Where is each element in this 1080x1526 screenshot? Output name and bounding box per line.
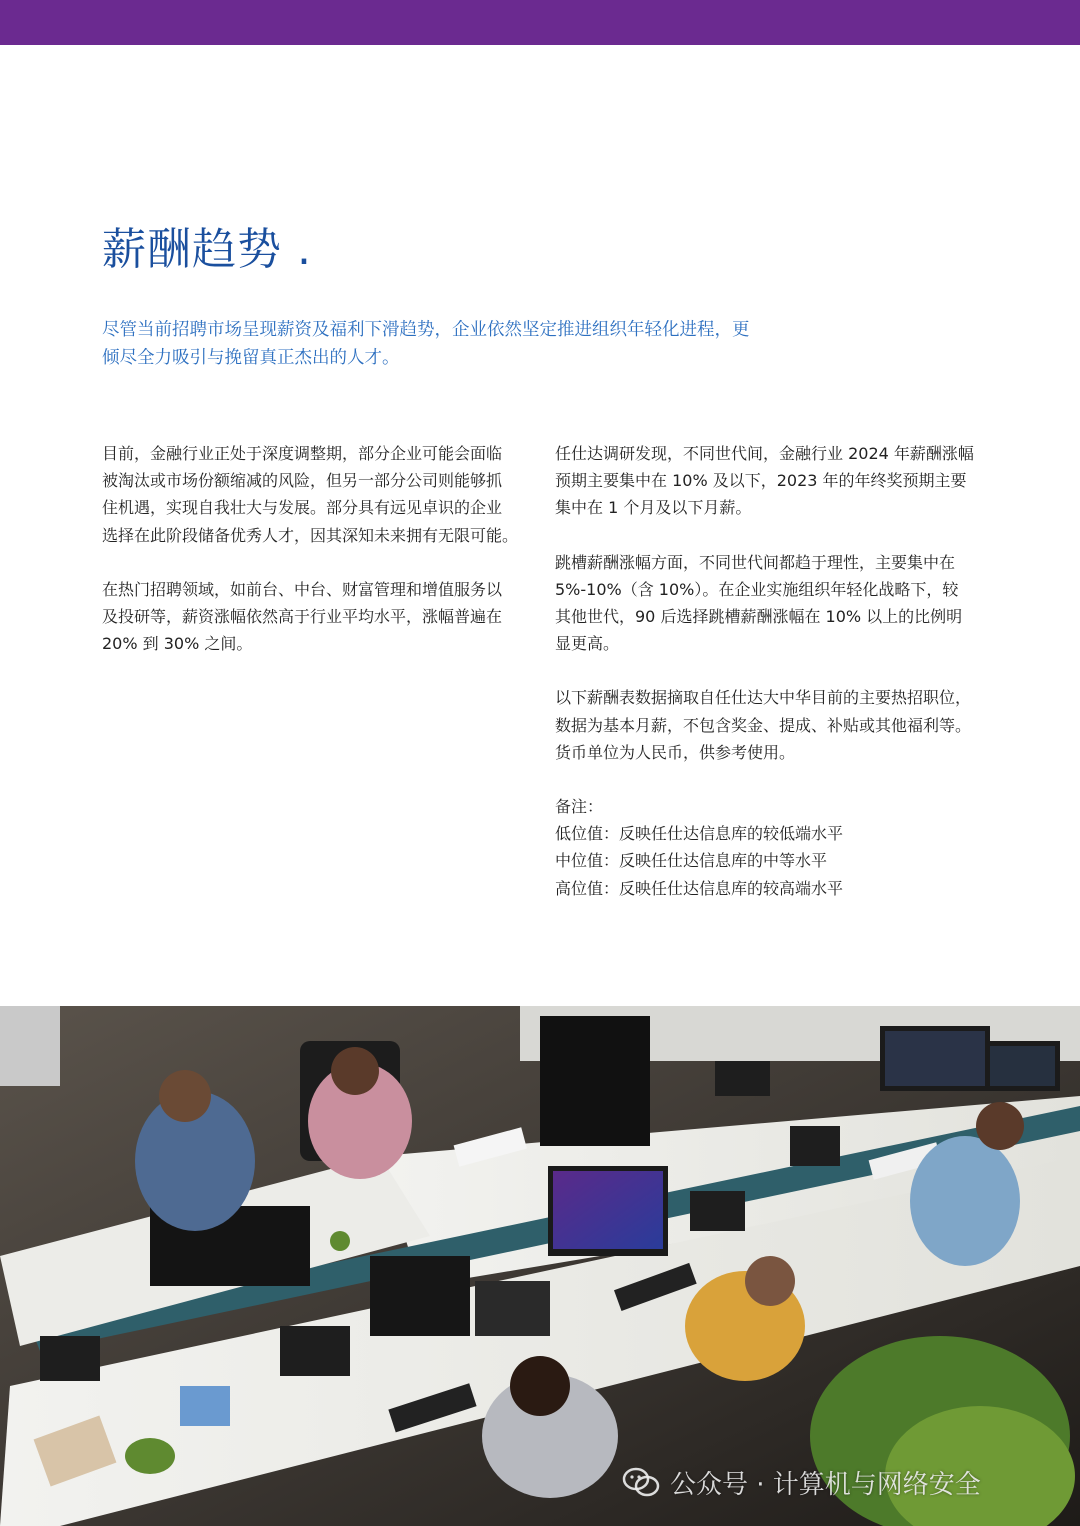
office-photo: [0, 1006, 1080, 1526]
text-line: 集中在 1 个月及以下月薪。: [555, 498, 752, 518]
section-title: 薪酬趋势 .: [102, 224, 312, 275]
text-line: 选择在此阶段储备优秀人才，因其深知未来拥有无限可能。: [102, 525, 519, 545]
text-line: 数据为基本月薪，不包含奖金、提成、补贴或其他福利等。: [555, 715, 972, 735]
lead-paragraph: [102, 316, 822, 372]
left-column: [102, 440, 532, 657]
text-line: 显更高。: [555, 634, 620, 654]
watermark-text: 公众号 · 计算机与网络安全: [670, 1469, 981, 1500]
text-line: 住机遇，实现自我壮大与发展。部分具有远见卓识的企业: [102, 498, 503, 518]
right-column: [555, 440, 985, 902]
text-line: 被淘汰或市场份额缩减的风险，但另一部分公司则能够抓: [102, 471, 503, 491]
text-line: 预期主要集中在 10% 及以下，2023 年的年终奖预期主要: [555, 471, 967, 491]
text-line: 在热门招聘领域，如前台、中台、财富管理和增值服务以: [102, 579, 503, 599]
wechat-icon: [622, 1467, 660, 1497]
text-line: 及投研等，薪资涨幅依然高于行业平均水平，涨幅普遍在: [102, 607, 503, 627]
text-line: 5%-10%（含 10%）。在企业实施组织年轻化战略下，较: [555, 579, 959, 599]
lead-line: 倾尽全力吸引与挽留真正杰出的人才。: [102, 348, 400, 368]
notes-heading: 备注：: [555, 797, 604, 817]
watermark: [622, 1462, 981, 1502]
note-line: 高位值：反映任仕达信息库的较高端水平: [555, 878, 844, 898]
top-color-bar: [0, 0, 1080, 45]
note-line: 低位值：反映任仕达信息库的较低端水平: [555, 824, 844, 844]
text-line: 以下薪酬表数据摘取自任仕达大中华目前的主要热招职位，: [555, 688, 972, 708]
text-line: 货币单位为人民币，供参考使用。: [555, 742, 796, 762]
text-line: 目前，金融行业正处于深度调整期，部分企业可能会面临: [102, 444, 503, 463]
text-line: 任仕达调研发现，不同世代间，金融行业 2024 年薪酬涨幅: [555, 444, 974, 463]
note-line: 中位值：反映任仕达信息库的中等水平: [555, 851, 828, 871]
text-line: 20% 到 30% 之间。: [102, 634, 253, 654]
text-line: 跳槽薪酬涨幅方面，不同世代间都趋于理性，主要集中在: [555, 552, 956, 572]
text-line: 其他世代，90 后选择跳槽薪酬涨幅在 10% 以上的比例明: [555, 607, 963, 627]
lead-line: 尽管当前招聘市场呈现薪资及福利下滑趋势，企业依然坚定推进组织年轻化进程，更: [102, 320, 750, 340]
